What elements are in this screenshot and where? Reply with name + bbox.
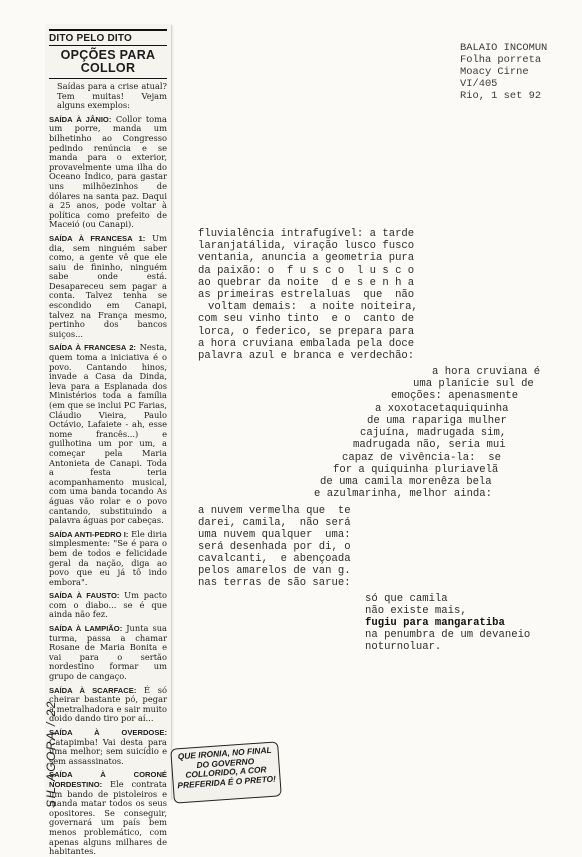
- poem-line: cavalcanti, e abençoada: [198, 553, 351, 565]
- clipping-item: [49, 530, 167, 588]
- clipping-item-text: Ele contrata um bando de pistoleiros e manda matar todos os seus opositores. Se conseguir, governará um país bem menos problemático, com apenas alguns milhares de habitantes.: [49, 778, 167, 857]
- clipping-item: [49, 728, 167, 766]
- header-line-author: Moacy Cirne: [460, 66, 529, 78]
- poem-line: cajuína, madrugada sim,: [360, 427, 507, 439]
- clipping-item-text: Ele diria simplesmente: "Se é para o bem de todos e felicidade geral da nação, diga ao povo que eu já tô indo embora".: [49, 528, 168, 587]
- clipping-item-label: SAÍDA À FAUSTO:: [49, 591, 120, 601]
- poem-line: a nuvem vermelha que te: [198, 505, 351, 517]
- poem-line: de uma rapariga mulher: [367, 415, 507, 427]
- poem-line: com seu vinho tinto e o canto de: [198, 313, 415, 325]
- poem-line: palavra azul e branca e verdechão:: [198, 350, 415, 362]
- poem-line: emoções: apenasmente: [391, 390, 519, 402]
- column-head: DITO PELO DITO: [49, 29, 167, 46]
- header-line-column: BALAIO INCOMUN: [460, 42, 548, 54]
- poem-line: capaz de vivência-la: se: [342, 452, 501, 464]
- newspaper-clipping: [44, 25, 172, 857]
- clipping-item: [49, 624, 167, 682]
- clipping-item-text: Collor toma um porre, manda um bilhetinho ao Congresso pedindo renúncia e se manda para o exterior, provavelmente uma ilha do Oceano Índico, para gastar uns milhõezinhos de dólares na santa paz. Daqui a 25 anos, pode voltar à política como prefeito de Maceió (ou Canapi).: [49, 113, 167, 230]
- clipping-items: [45, 115, 171, 857]
- poem-line: a xoxotacetaquiquinha: [375, 403, 509, 415]
- clipping-lead: Saídas para a crise atual? Tem muitas! Vejam alguns exemplos:: [57, 81, 167, 111]
- poem-line: noturnoluar.: [365, 641, 442, 653]
- poem-line: fluvialência intrafugível: a tarde: [198, 228, 415, 240]
- poem-line: laranjatálida, viração lusco fusco: [198, 240, 415, 252]
- poem-line: nas terras de são sarue:: [198, 577, 351, 589]
- clipping-item-text: Catapimba! Vai desta para uma melhor; sem suicídio e sem assassinatos.: [49, 736, 167, 766]
- clipping-title: [49, 49, 167, 79]
- poem-line: lorca, o federico, se prepara para: [198, 326, 415, 338]
- poem-line: ao quebrar da noite d e s e n h a: [198, 277, 415, 289]
- clipping-item: [49, 591, 167, 620]
- clipping-item-label: SAÍDA À OVERDOSE:: [49, 728, 167, 737]
- poem-line: darei, camila, não será: [198, 517, 351, 529]
- poem-line: voltam demais: a noite noiteira,: [208, 301, 418, 313]
- clipping-item: [49, 234, 167, 340]
- clipping-item-text: Junta sua turma, passa a chamar Rosane de Maria Bonita e vai para o sertão nordestino formar um grupo de cangaço.: [49, 623, 168, 682]
- letter-header: [460, 42, 547, 102]
- poem-line: for a quiquinha pluriavelã: [333, 464, 499, 476]
- poem-line: fugiu para mangaratiba: [365, 617, 505, 629]
- poem-line: na penumbra de um devaneio: [365, 629, 531, 641]
- clipping-title-line1: OPÇÕES PARA: [60, 48, 156, 62]
- poem-line: será desenhada por di, o: [198, 541, 351, 553]
- poem-line: uma planície sul de: [413, 378, 534, 390]
- clipping-item: [49, 115, 167, 230]
- clipping-item-label: SAÍDA ANTI-PEDRO I:: [49, 529, 129, 539]
- poem-line: as primeiras estrelaluas que não: [198, 289, 415, 301]
- clipping-item-label: SAÍDA À LAMPIÃO:: [49, 624, 123, 634]
- poem-line: a hora cruviana é: [432, 366, 541, 378]
- vertical-page-label: SIL AGORA / 22: [44, 700, 58, 808]
- clipping-item-label: SAÍDA À SCARFACE:: [49, 685, 137, 695]
- clipping-item: [49, 770, 167, 856]
- poem-line: da paixão: o f u s c o l u s c o: [198, 265, 415, 277]
- poem-line: não existe mais,: [365, 605, 467, 617]
- poem-line: madrugada não, seria mui: [353, 439, 506, 451]
- clipping-item-text: Um dia, sem ninguém saber como, a gente vê que ele saiu de fininho, ninguém sabe onde está. Desapareceu sem pagar a conta. Talvez tenha se escondido em Canapi, talvez na França mesmo, pertinho dos bancos suiços...: [49, 232, 167, 339]
- poem-line: pelos amarelos de van g.: [198, 565, 351, 577]
- poem-line: a hora cruviana embalada pela doce: [198, 338, 415, 350]
- clipping-item-label: SAÍDA À CORONÉ NORDESTINO:: [49, 770, 167, 789]
- header-line-paper: Folha porreta: [460, 54, 542, 66]
- header-line-number: VI/405: [460, 78, 498, 90]
- clipping-title-line2: COLLOR: [80, 61, 136, 75]
- clipping-item-label: SAÍDA À JÂNIO:: [49, 114, 112, 124]
- clipping-item-label: SAÍDA À FRANCESA 2:: [49, 343, 136, 353]
- clipping-item: [49, 686, 167, 724]
- clipping-item-label: SAÍDA À FRANCESA 1:: [49, 233, 146, 243]
- poem-line: ventania, anuncia a geometria pura: [198, 252, 415, 264]
- cartoon-caption: QUE IRONIA, NO FINAL DO GOVERNO COLLORIDO, A COR PREFERIDA É O PRETO!: [170, 741, 282, 803]
- poem-line: e azulmarinha, melhor ainda:: [314, 488, 493, 500]
- clipping-item-text: É só cheirar bastante pó, pegar a metralhadora e sair muito doido dando tiro por aí...: [49, 684, 167, 724]
- clipping-item-text: Um pacto com o diabo... se é que ainda não fez.: [49, 590, 167, 620]
- poem-line: só que camila: [365, 593, 448, 605]
- poem-line: de uma camila morenêza bela: [320, 476, 492, 488]
- clipping-item-text: Nesta, quem toma a iniciativa é o povo. Cantando hinos, invade a Casa da Dinda, leva para a Esplanada dos Ministérios toda a família (em que se inclui PC Farias, Cláudio Vieira, Paulo Octávio, Lafaiete - ah, esse nome francês...) e guilhotina um por um, a começar pela Maria Antonieta de Canapi. Toda a festa teria acompanhamento musical, com uma banda tocando As águas vão rolar e o povo cantando, substituindo a palavra águas por cabeças.: [49, 342, 167, 526]
- poem-line: uma nuvem qualquer uma:: [198, 529, 351, 541]
- clipping-item: [49, 343, 167, 525]
- header-line-date: Rio, 1 set 92: [460, 90, 542, 102]
